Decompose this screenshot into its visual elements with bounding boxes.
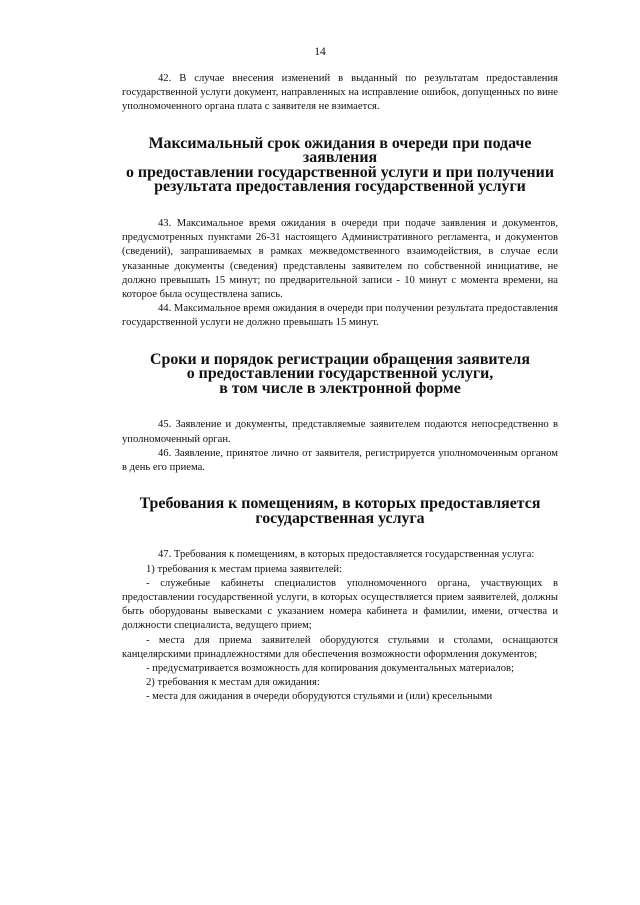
heading-line: в том числе в электронной форме: [219, 379, 461, 397]
paragraph-47: 47. Требования к помещениям, в которых предоставляется государственная услуга:: [158, 549, 535, 561]
heading-line: Максимальный срок ожидания в очереди при подаче заявления: [148, 134, 532, 167]
section-heading-registration: [122, 350, 558, 397]
paragraph-47-item-1: 1) требования к местам приема заявителей:: [146, 563, 343, 575]
paragraph-47-item-1b: - места для приема заявителей оборудуются стульями и столами, оснащаются канцелярскими принадлежностями для обеспечения возможности оформления документов;: [122, 634, 558, 660]
page-number: 14: [314, 46, 326, 58]
heading-line: государственная услуга: [255, 509, 425, 527]
section-heading-premises: [122, 497, 558, 526]
paragraph-47-item-2: 2) требования к местам для ожидания:: [146, 677, 320, 689]
heading-line: о предоставлении государственной услуги и при получении: [126, 163, 554, 181]
heading-line: Требования к помещениям, в которых предоставляется: [139, 495, 541, 513]
paragraph-42: 42. В случае внесения изменений в выданный по результатам предоставления государственной услуги документ, направленных на исправление ошибок, допущенных по вине уполномоченного органа плата с заявителя не взимается.: [122, 73, 558, 113]
section-heading-waiting-time: [122, 134, 558, 196]
paragraph-43: 43. Максимальное время ожидания в очереди при подаче заявления и документов, предусмотренных пунктами 26-31 настоящего Административного регламента, и документов (сведений), запрашиваемых в рамках межведомственного взаимодействия, в случае если указанные документы (сведения) представлены заявителем по собственной инициативе, не должно превышать 15 минут; по предварительной записи - 10 минут с момента времени, на которое была осуществлена запись.: [122, 217, 558, 300]
paragraph-47-item-1a: - служебные кабинеты специалистов уполномоченного органа, участвующих в предоставлении государственной услуги, в которых осуществляется прием заявителей, должны быть оборудованы вывесками с указанием номера кабинета и фамилии, имени, отчества и должности специалиста, ведущего прием;: [122, 577, 558, 632]
heading-line: Сроки и порядок регистрации обращения заявителя: [150, 350, 530, 368]
document-body: [122, 72, 558, 705]
paragraph-46: 46. Заявление, принятое лично от заявителя, регистрируется уполномоченным органом в день его приема.: [122, 447, 558, 473]
paragraph-47-item-2a: - места для ожидания в очереди оборудуются стульями и (или) кресельными: [146, 691, 493, 703]
paragraph-45: 45. Заявление и документы, представляемые заявителем подаются непосредственно в уполномоченный орган.: [122, 419, 558, 445]
heading-line: о предоставлении государственной услуги,: [186, 365, 494, 383]
heading-line: результата предоставления государственной услуги: [154, 178, 526, 196]
paragraph-47-item-1c: - предусматривается возможность для копирования документальных материалов;: [146, 663, 514, 675]
paragraph-44: 44. Максимальное время ожидания в очереди при получении результата предоставления государственной услуги не должно превышать 15 минут.: [122, 303, 558, 329]
